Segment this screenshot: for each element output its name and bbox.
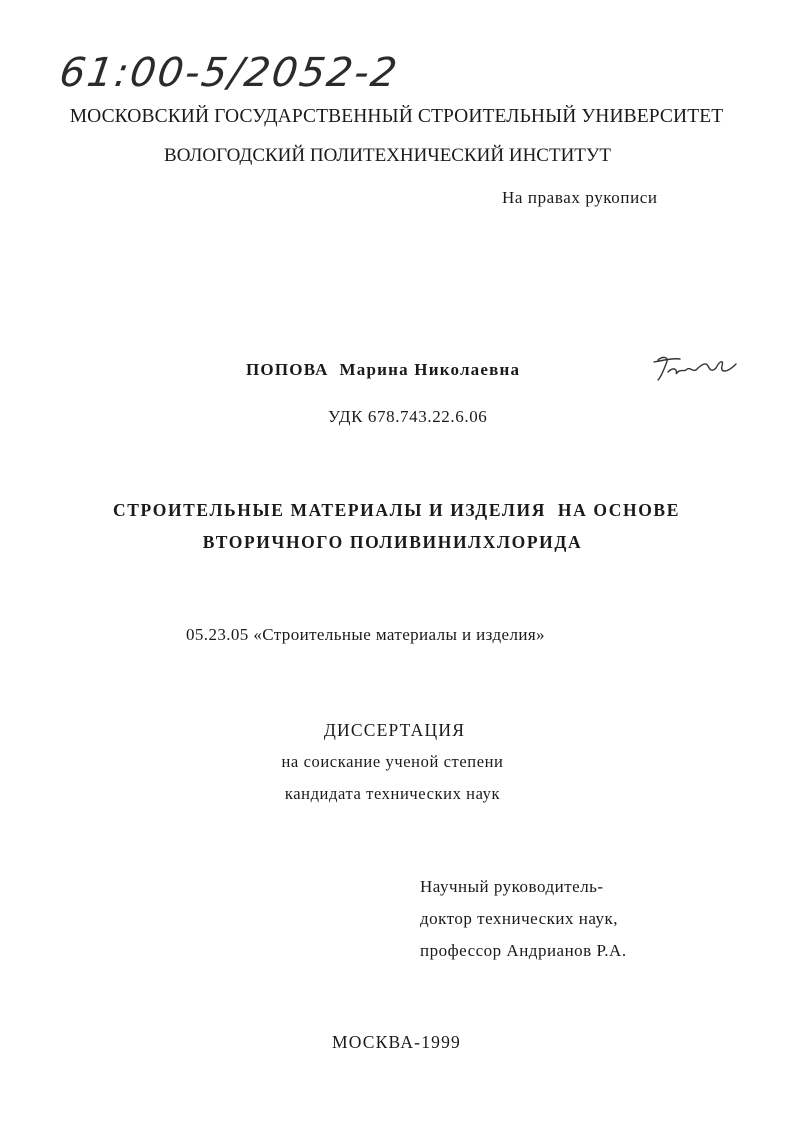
institute-name: ВОЛОГОДСКИЙ ПОЛИТЕХНИЧЕСКИЙ ИНСТИТУТ [164,145,611,166]
signature-icon [650,350,740,386]
supervisor-line-3: профессор Андрианов Р.А. [420,941,627,960]
supervisor-line-1: Научный руководитель- [420,877,604,896]
dissertation-heading: ДИССЕРТАЦИЯ [323,720,466,740]
manuscript-note: На правах рукописи [502,188,658,207]
archive-number-handwritten: 61:00-5/2052-2 [56,50,402,96]
degree-line-2: кандидата технических наук [284,784,501,803]
author-name: ПОПОВА Марина Николаевна [246,360,521,379]
thesis-title-line-2: ВТОРИЧНОГО ПОЛИВИНИЛХЛОРИДА [202,532,583,552]
city-year: МОСКВА-1999 [332,1032,461,1052]
supervisor-line-2: доктор технических наук, [420,909,619,928]
specialty-code: 05.23.05 «Строительные материалы и изделия» [186,625,545,644]
udc-code: УДК 678.743.22.6.06 [328,407,488,426]
university-name: МОСКОВСКИЙ ГОСУДАРСТВЕННЫЙ СТРОИТЕЛЬНЫЙ УНИВЕРСИТЕТ [69,106,724,127]
thesis-title-line-1: СТРОИТЕЛЬНЫЕ МАТЕРИАЛЫ И ИЗДЕЛИЯ НА ОСНОВЕ [113,500,680,520]
degree-line-1: на соискание ученой степени [281,752,504,771]
